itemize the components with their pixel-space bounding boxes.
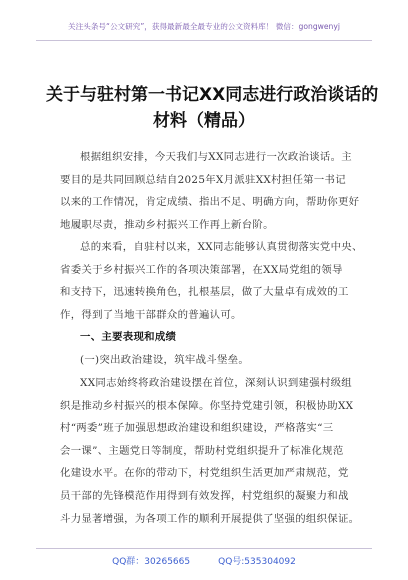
paragraph-line: 省委关于乡村振兴工作的各项决策部署，在XX局党组的领导 <box>60 263 343 276</box>
section-heading-text: 一、主要表现和成绩 <box>80 331 177 343</box>
paragraph-line: 斗力显著增强，为各项工作的顺利开展提供了坚强的组织保证。 <box>60 512 360 525</box>
paragraph-line: 根据组织安排，今天我们与XX同志进行一次政治谈话。主 <box>80 151 352 163</box>
paragraph-line: 作，得到了当地干部群众的普遍认可。 <box>60 308 242 321</box>
paragraph-summary <box>60 236 363 326</box>
qq-contact-label: QQ号:535304092 <box>218 556 296 567</box>
paragraph-political-building <box>60 372 360 530</box>
header-banner-text: 关注头条号“公文研究”，获得最新最全最专业的公文资料库！ 微信：gongwenyj <box>68 21 340 31</box>
paragraph-line: 员干部的先锋模范作用得到有效发挥，村党组织的凝聚力和战 <box>60 489 349 502</box>
section-heading <box>60 326 356 349</box>
footer <box>36 548 372 571</box>
title-line: 关于与驻村第一书记XX同志进行政治谈话的 <box>46 85 379 105</box>
paragraph-line: 村“两委”班子加强思想政治建设和组织建设，严格落实“三 <box>60 422 334 435</box>
paragraph-line: 织是推动乡村振兴的根本保障。你坚持党建引领，积极协助XX <box>60 399 354 412</box>
subsection-heading-text: (一)突出政治建设，筑牢战斗堡垒。 <box>80 354 250 366</box>
paragraph-line: 总的来看，自驻村以来，XX同志能够认真贯彻落实党中央、 <box>80 241 363 253</box>
paragraph-line: 会一课”、主题党日等制度，帮助村党组织提升了标准化规范 <box>60 444 344 457</box>
paragraph-intro <box>60 146 360 236</box>
paragraph-line: 要目的是共同回顾总结自2025年X月派驻XX村担任第一书记 <box>60 173 346 186</box>
subsection-heading <box>60 349 356 372</box>
paragraph-line: 以来的工作情况，肯定成绩、指出不足、明确方向，帮助你更好 <box>60 196 360 209</box>
paragraph-line: XX同志始终将政治建设摆在首位，深刻认识到建强村级组 <box>80 377 352 389</box>
header-banner <box>36 12 372 41</box>
paragraph-line: 和支持下，迅速转换角色，扎根基层，做了大量卓有成效的工 <box>60 286 349 299</box>
qq-group-label: QQ群：30265665 <box>112 556 191 567</box>
document-title <box>46 82 379 134</box>
paragraph-line: 化建设水平。在你的带动下，村党组织生活更加严肃规范，党 <box>60 467 349 480</box>
title-line: 材料（精品） <box>153 111 255 131</box>
paragraph-line: 地履职尽责，推动乡村振兴工作再上新台阶。 <box>60 218 274 231</box>
